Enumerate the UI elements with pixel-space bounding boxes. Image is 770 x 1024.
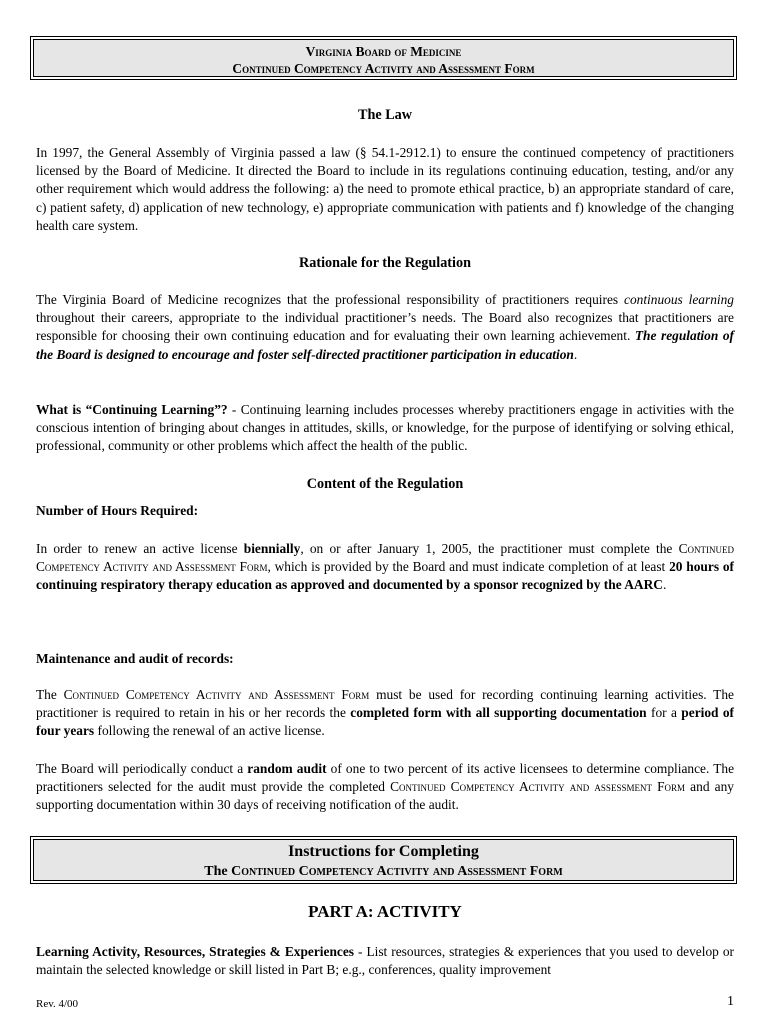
continuing-learning-paragraph: What is “Continuing Learning”? - Continuing learning includes processes whereby practitioners engage in activities with the conscious intention of bringing about changes in attitudes, skills, or knowledge, for the purpose of identifying or solving ethical, professional, community or other problems which affect the health of the public.	[36, 402, 734, 454]
instructions-box	[30, 836, 737, 884]
hours-required-label: Number of Hours Required:	[36, 503, 199, 518]
maintenance-paragraph: The Continued Competency Activity and Assessment Form must be used for recording continuing learning activities. The practitioner is required to retain in his or her records the completed form with all supporting documentation for a period of four years following the renewal of an active license.	[36, 687, 735, 739]
part-a-paragraph: Learning Activity, Resources, Strategies & Experiences - List resources, strategies & experiences that you used to develop or maintain the selected knowledge or skill listed in Part B; e.g., conferences, quality improvement	[36, 944, 734, 978]
revision-label: Rev. 4/00	[36, 998, 79, 1010]
rationale-heading: Rationale for the Regulation	[299, 255, 471, 271]
header-title: Virginia Board of Medicine	[305, 44, 462, 59]
hours-paragraph: In order to renew an active license biennially, on or after January 1, 2005, the practitioner must complete the Continued Competency Activity and Assessment Form, which is provided by the Board and must indicate completion of at least 20 hours of continuing respiratory therapy education as approved and documented by a sponsor recognized by the AARC.	[36, 541, 734, 593]
rationale-paragraph: The Virginia Board of Medicine recognizes that the professional responsibility of practitioners requires continuous learning throughout their careers, appropriate to the individual practitioner’s needs. The Board also recognizes that practitioners are responsible for choosing their own continuing education and for evaluating their own learning achievement. The regulation of the Board is designed to encourage and foster self-directed practitioner participation in education.	[36, 292, 735, 362]
page-number: 1	[727, 994, 734, 1009]
header-form-name: Continued Competency Activity and Assessment Form	[232, 61, 535, 76]
header-box	[30, 36, 737, 80]
maintenance-label: Maintenance and audit of records:	[36, 651, 234, 666]
law-heading: The Law	[358, 107, 412, 123]
law-paragraph: In 1997, the General Assembly of Virginia passed a law (§ 54.1-2912.1) to ensure the continued competency of practitioners licensed by the Board of Medicine. It directed the Board to include in its regulations continuing education, testing, and/or any other requirement which would address the following: a) the need to promote ethical practice, b) an appropriate standard of care, c) patient safety, d) application of new technology, e) appropriate communication with patients and f) knowledge of the changing health care system.	[36, 145, 734, 233]
content-heading: Content of the Regulation	[306, 476, 464, 492]
instructions-subtitle: The Continued Competency Activity and Assessment Form	[204, 864, 563, 879]
part-a-heading: PART A: ACTIVITY	[308, 902, 462, 921]
instructions-title: Instructions for Completing	[288, 843, 479, 860]
audit-paragraph: The Board will periodically conduct a random audit of one to two percent of its active licensees to determine compliance. The practitioners selected for the audit must provide the completed Continued Competency Activity and assessment Form and any supporting documentation within 30 days of receiving notification of the audit.	[36, 761, 735, 813]
